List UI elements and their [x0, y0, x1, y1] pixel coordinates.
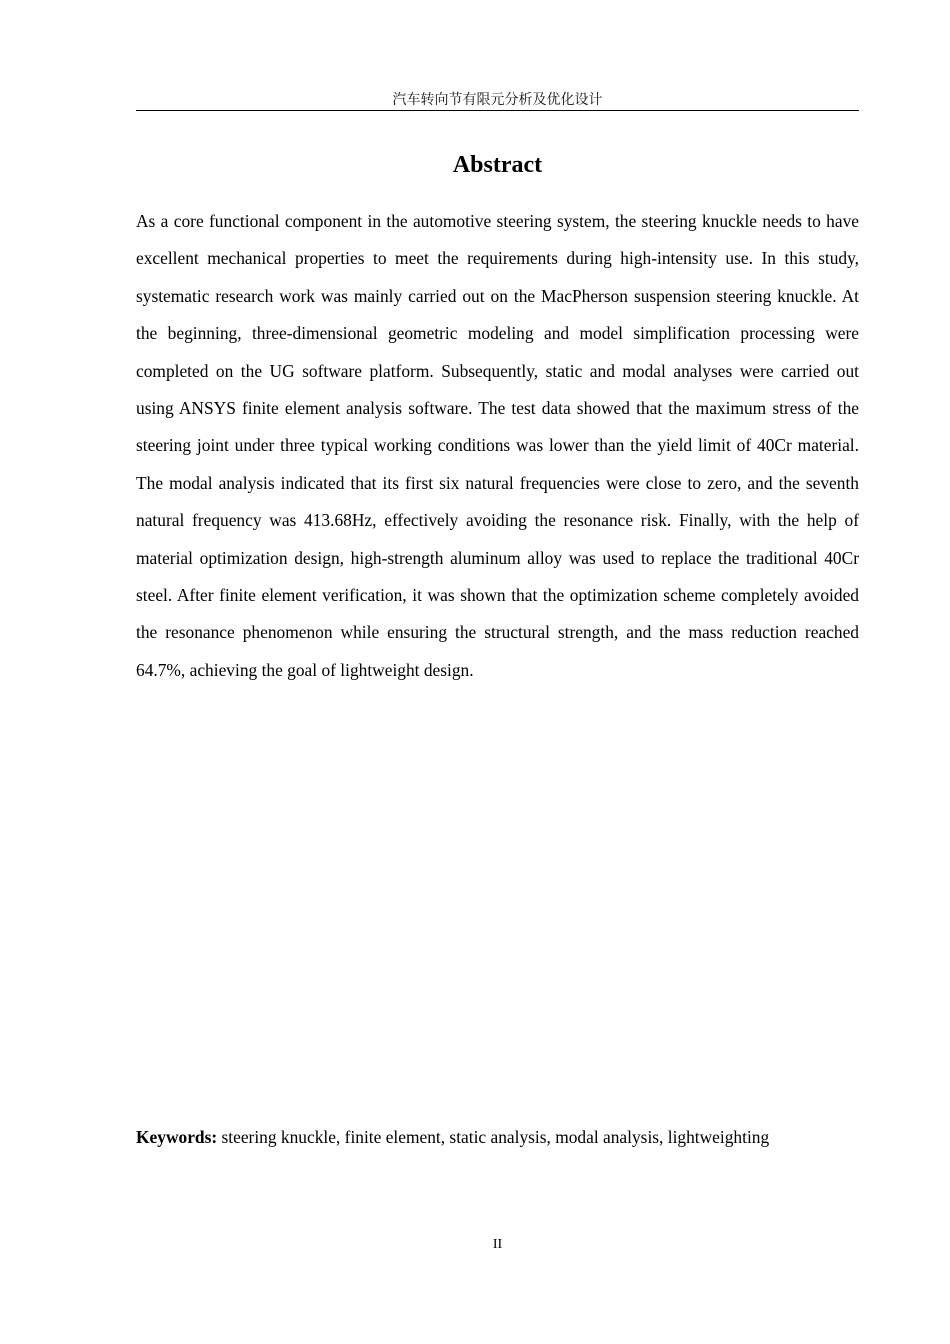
keywords-line	[136, 1123, 876, 1151]
keywords-text: steering knuckle, finite element, static analysis, modal analysis, lightweighting	[217, 1127, 770, 1147]
running-header-title: 汽车转向节有限元分析及优化设计	[392, 92, 603, 108]
page-number: II	[492, 1237, 503, 1252]
keywords-label: Keywords:	[136, 1127, 218, 1147]
header-rule	[136, 110, 859, 111]
abstract-title: Abstract	[452, 152, 543, 178]
abstract-body: As a core functional component in the automotive steering system, the steering knuckle needs to have excellent mechanical properties to meet the requirements during high-intensity use. In this study, systematic research work was mainly carried out on the MacPherson suspension steering knuckle. At the beginning, three-dimensional geometric modeling and model simplification processing were completed on the UG software platform. Subsequently, static and modal analyses were carried out using ANSYS finite element analysis software. The test data showed that the maximum stress of the steering joint under three typical working conditions was lower than the yield limit of 40Cr material. The modal analysis indicated that its first six natural frequencies were close to zero, and the seventh natural frequency was 413.68Hz, effectively avoiding the resonance risk. Finally, with the help of material optimization design, high-strength aluminum alloy was used to replace the traditional 40Cr steel. After finite element verification, it was shown that the optimization scheme completely avoided the resonance phenomenon while ensuring the structural strength, and the mass reduction reached 64.7%, achieving the goal of lightweight design.	[136, 211, 859, 680]
